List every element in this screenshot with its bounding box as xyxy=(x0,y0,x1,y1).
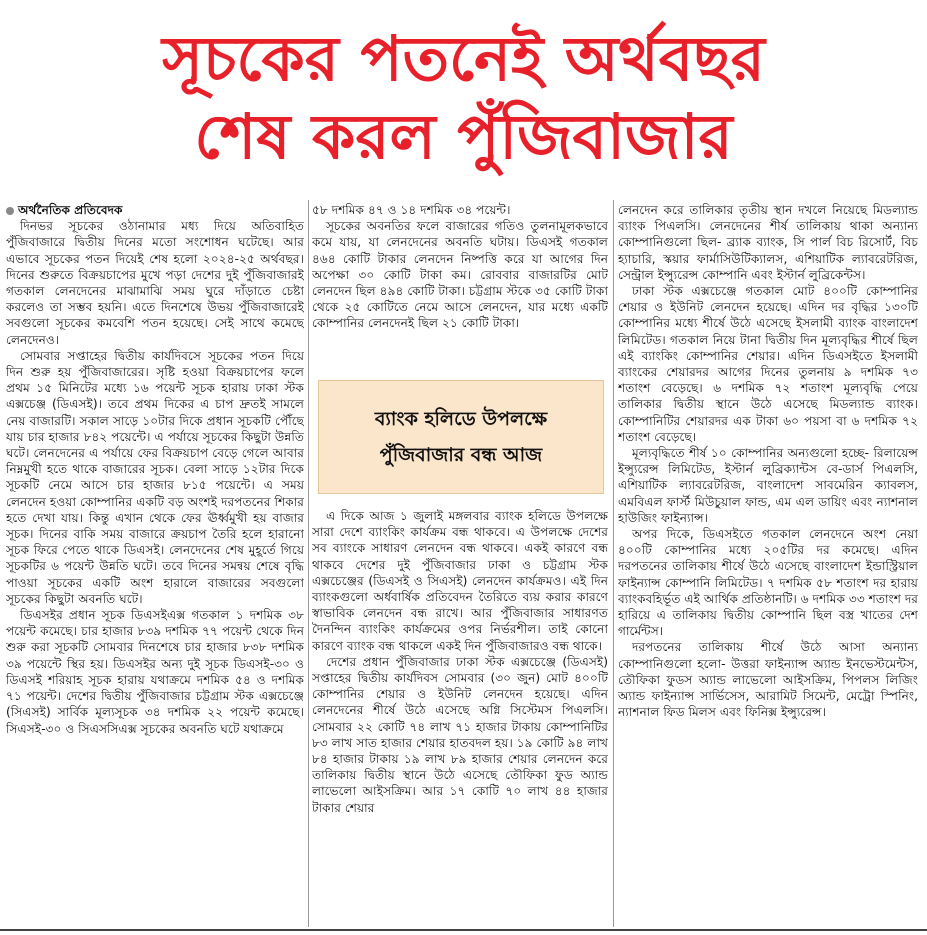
paragraph: লেনদেন করে তালিকার তৃতীয় স্থান দখলে নিয়েছে মিডল্যান্ড ব্যাংক পিএলসি। লেনদেনের শীর্ষ তালিকায় থাকা অন্যান্য কোম্পানিগুলো ছিল- ব্র্যাক ব্যাংক, সি পার্ল বিচ রিসোর্ট, বিচ হ্যাচারি, স্কয়ার ফার্মাসিউটিক্যালস, এশিয়াটিক ল্যাবরেটরিজ, সেন্ট্রাল ইন্স্যুরেন্স কোম্পানি এবং ইস্টার্ন লুব্রিকেন্টস। xyxy=(618,203,918,282)
bottom-rule xyxy=(0,929,927,931)
byline-text: অর্থনৈতিক প্রতিবেদক xyxy=(18,203,123,217)
paragraph: অপর দিকে, ডিএসইতে গতকাল লেনদেনে অংশ নেয়া ৪০০টি কোম্পানির মধ্যে ২০৫টির দর কমেছে। এদিন দরপতনের তালিকায় শীর্ষে উঠে এসেছে বাংলাদেশ ইন্ডাস্ট্রিয়াল ফাইন্যান্স কোম্পানি লিমিটেড। ৭ দশমিক ৫৮ শতাংশ দর হারায় ব্যাংকবহির্ভূত এই আর্থিক প্রতিষ্ঠানটি। ৬ দশমিক ৩৩ শতাংশ দর হারিয়ে এ তালিকায় দ্বিতীয় কোম্পানি ছিল বস্ত্র খাতের দেশ গার্মেন্টস। xyxy=(618,527,918,639)
byline xyxy=(6,202,304,218)
paragraph: সোমবার সপ্তাহের দ্বিতীয় কার্যদিবসে সূচকের পতন দিয়ে দিন শুরু হয় পুঁজিবাজারের। সৃষ্টি হওয়া বিক্রয়চাপের ফলে প্রথম ১৫ মিনিটের মধ্যে ১৬ পয়েন্ট সূচক হারায় ঢাকা স্টক এক্সচেঞ্জ (ডিএসই)। তবে প্রথম দিকের এ চাপ দ্রুতই সামলে নেয় বাজারটি। সকাল সাড়ে ১০টার দিকে প্রধান সূচকটি পৌঁছে যায় চার হাজার ৮৪২ পয়েন্টে। এ পর্যায়ে সূচকের কিছুটা উন্নতি ঘটে। লেনদেনের এ পর্যায়ে ফের বিক্রয়চাপ বেড়ে গেলে আবার নিম্নমুখী হতে থাকে বাজারের সূচক। বেলা সাড়ে ১২টার দিকে সূচকটি নেমে আসে চার হাজার ৮১৫ পয়েন্টে। এ সময় লেনদেন হওয়া কোম্পানির একটি বড় অংশই দরপতনের শিকার হতে দেখা যায়। কিন্তু এখান থেকে ফের ঊর্ধ্বমুখী হয় বাজার সূচক। দিনের বাকি সময় বাজারে ক্রয়চাপ তৈরি হলে হারানো সূচক ফিরে পেতে থাকে ডিএসই। লেনদেনের শেষ মুহূর্তে গিয়ে সূচকটির ৬ পয়েন্ট উন্নতি ঘটে। তবে দিনের সমন্বয় শেষে বৃদ্ধি পাওয়া সূচকের একটি অংশ হারালে বাজারের সবগুলো সূচকের কিছুটা অবনতি ঘটে। xyxy=(6,348,304,606)
headline-line-1: সূচকের পতনেই অর্থবছর xyxy=(162,22,765,95)
headline-line-2: শেষ করল পুঁজিবাজার xyxy=(194,100,733,173)
paragraph: এ দিকে আজ ১ জুলাই মঙ্গলবার ব্যাংক হলিডে উপলক্ষে সারা দেশে ব্যাংকিং কার্যক্রম বন্ধ থাকবে। এ উপলক্ষে দেশের সব ব্যাংকে সাধারণ লেনদেন বন্ধ থাকবে। একই কারণে বন্ধ থাকবে দেশের দুই পুঁজিবাজার ঢাকা ও চট্টগ্রাম স্টক এক্সচেঞ্জের (ডিএসই ও সিএসই) লেনদেন কার্যক্রমও। এই দিন ব্যাংকগুলো অর্ধবার্ষিক প্রতিবেদন তৈরিতে ব্যয় করার কারণে স্বাভাবিক লেনদেন বন্ধ রাখে। আর পুঁজিবাজার সাধারণত দৈনন্দিন ব্যাংকিং কার্যক্রমের ওপর নির্ভরশীল। তাই কোনো কারণে ব্যাংক বন্ধ থাকলে একই দিন পুঁজিবাজারও বন্ধ থাকে। xyxy=(312,509,608,653)
paragraph: ৫৮ দশমিক ৪৭ ও ১৪ দশমিক ৩৪ পয়েন্ট। xyxy=(312,203,511,217)
paragraph: দরপতনের তালিকায় শীর্ষে উঠে আসা অন্যান্য কোম্পানিগুলো হলো- উত্তরা ফাইন্যান্স অ্যান্ড ইনভেস্টমেন্টস, তৌফিকা ফুডস অ্যান্ড লাভেলো আইসক্রিম, পিপলস লিজিং অ্যান্ড ফাইন্যান্স সার্ভিসেস, আরামিট সিমেন্ট, মেট্রো স্পিনিং, ন্যাশনাল ফিড মিলস এবং ফিনিক্স ইন্স্যুরেন্স। xyxy=(618,640,918,720)
article-column-3 xyxy=(618,202,918,927)
paragraph: ঢাকা স্টক এক্সচেঞ্জে গতকাল মোট ৪০০টি কোম্পানির শেয়ার ও ইউনিট লেনদেন হয়েছে। এদিন দর বৃদ্ধির ১৩০টি কোম্পানির মধ্যে শীর্ষে উঠে এসেছে ইসলামী ব্যাংক বাংলাদেশ লিমিটেড। গতকাল নিয়ে টানা দ্বিতীয় দিন মূল্যবৃদ্ধির শীর্ষে ছিল এই ব্যাংকিং কোম্পানির শেয়ার। এদিন ডিএসইতে ইসলামী ব্যাংকের শেয়ারদর আগের দিনের তুলনায় ৯ দশমিক ৭৩ শতাংশ বেড়েছে। ৬ দশমিক ৭২ শতাংশ মূল্যবৃদ্ধি পেয়ে তালিকার দ্বিতীয় স্থানে উঠে এসেছে মিডল্যান্ড ব্যাংক। কোম্পানিটির শেয়ারদর এক টাকা ৬০ পয়সা বা ৬ দশমিক ৭২ শতাংশ বেড়েছে। xyxy=(618,284,918,444)
paragraph: দিনভর সূচকের ওঠানামার মধ্য দিয়ে অতিবাহিত পুঁজিবাজারে দ্বিতীয় দিনের মতো সংশোধন ঘটেছে। আর এভাবে সূচকের পতন দিয়েই শেষ হলো ২০২৪-২৫ অর্থবছর। দিনের শুরুতে বিক্রয়চাপের মুখে পড়া দেশের দুই পুঁজিবাজারই গতকাল লেনদেনের মাঝামাঝি সময় ঘুরে দাঁড়াতে চেষ্টা করলেও তা সম্ভব হয়নি। এতে দিনশেষে উভয় পুঁজিবাজারেই সবগুলো সূচকের কমবেশি পতন হয়েছে। সেই সাথে কমেছে লেনদেনও। xyxy=(6,219,304,347)
paragraph: দেশের প্রধান পুঁজিবাজার ঢাকা স্টক এক্সচেঞ্জে (ডিএসই) সপ্তাহের দ্বিতীয় কার্যদিবস সোমবার (৩০ জুন) মোট ৪০০টি কোম্পানির শেয়ার ও ইউনিট লেনদেন হয়েছে। এদিন লেনদেনের শীর্ষে উঠে এসেছে অগ্নি সিস্টেমস পিএলসি। সোমবার ২২ কোটি ৭৪ লাখ ৭১ হাজার টাকায় কোম্পানিটির ৮৩ লাখ সাত হাজার শেয়ার হাতবদল হয়। ১৯ কোটি ৯৪ লাখ ৮৪ হাজার টাকায় ১৯ লাখ ৮৯ হাজার শেয়ার লেনদেন করে তালিকায় দ্বিতীয় স্থানে উঠে এসেছে তৌফিকা ফুড অ্যান্ড লাভেলো আইসক্রিম। আর ১৭ কোটি ৭০ লাখ ৪৪ হাজার টাকার শেয়ার xyxy=(312,654,608,815)
sidebox-line-1: ব্যাংক হলিডে উপলক্ষে xyxy=(374,408,548,430)
paragraph: সূচকের অবনতির ফলে বাজারের গতিও তুলনামূলকভাবে কমে যায়, যা লেনদেনের অবনতি ঘটায়। ডিএসই গতকাল ৪৬৪ কোটি টাকার লেনদেন নিষ্পত্তি করে যা আগের দিন অপেক্ষা ৩০ কোটি টাকা কম। রোববার বাজারটির মোট লেনদেন ছিল ৪৯৪ কোটি টাকা। চট্টগ্রাম স্টকে ৩৫ কোটি টাকা থেকে ২৫ কোটিতে নেমে আসে লেনদেন, যার মধ্যে একটি কোম্পানির লেনদেনই ছিল ২১ কোটি টাকা। xyxy=(312,219,608,331)
article-column-2-top xyxy=(312,202,608,366)
paragraph: ডিএসইর প্রধান সূচক ডিএসইএক্স গতকাল ১ দশমিক ৩৮ পয়েন্ট কমেছে। চার হাজার ৮৩৯ দশমিক ৭৭ পয়েন্ট থেকে দিন শুরু করা সূচকটি সোমবার দিনশেষে চার হাজার ৮৩৮ দশমিক ৩৯ পয়েন্টে স্থির হয়। ডিএসইর অন্য দুই সূচক ডিএসই-৩০ ও ডিএসই শরিয়াহ সূচক হারায় যথাক্রমে দশমিক ৫৪ ও দশমিক ৭১ পয়েন্ট। দেশের দ্বিতীয় পুঁজিবাজার চট্টগ্রাম স্টক এক্সচেঞ্জে (সিএসই) সার্বিক মূল্যসূচক ৩৪ দশমিক ২২ পয়েন্ট কমেছে। সিএসই-৩০ ও সিএসসিএক্স সূচকের অবনতি ঘটে যথাক্রমে xyxy=(6,608,304,736)
sidebox-highlight xyxy=(318,380,604,494)
sidebox-line-2: পুঁজিবাজার বন্ধ আজ xyxy=(379,444,543,466)
article-column-1 xyxy=(6,202,304,927)
paragraph: মূল্যবৃদ্ধিতে শীর্ষ ১০ কোম্পানির অন্যগুলো হচ্ছে- রিলায়েন্স ইন্স্যুরেন্স লিমিটেড, ইস্টার্ন লুব্রিক্যান্টস বে-ডার্স পিএলসি, এশিয়াটিক ল্যাবরেটরিজ, বাংলাদেশ সাবমেরিন ক্যাবলস, এমবিএল ফার্স্ট মিউচুয়াল ফান্ড, এম এল ডায়িং এবং ন্যাশনাল হাউজিং ফাইন্যান্স। xyxy=(618,446,918,525)
column-divider xyxy=(613,200,614,927)
bullet-icon xyxy=(6,207,14,215)
article-column-2-bottom xyxy=(312,508,608,927)
column-divider xyxy=(308,200,309,927)
headline xyxy=(0,0,927,173)
